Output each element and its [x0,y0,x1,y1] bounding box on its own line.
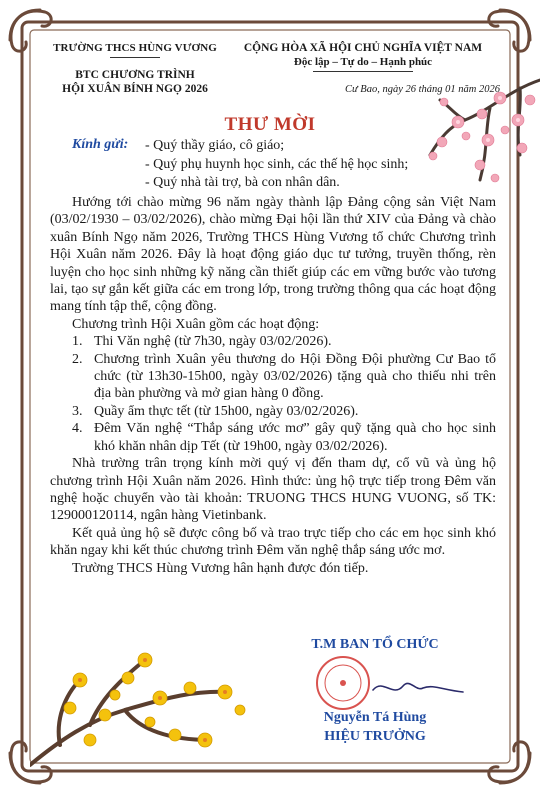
committee-line-1: BTC CHƯƠNG TRÌNH [75,69,195,81]
activity-number: 1. [72,334,83,350]
letter-body [50,194,496,577]
activity-list [50,333,496,455]
divider [313,71,413,72]
divider [110,57,160,58]
committee-line-2: HỘI XUÂN BÍNH NGỌ 2026 [62,83,208,95]
dateline: Cư Bao, ngày 26 tháng 01 năm 2026 [344,84,500,95]
national-motto: Độc lập – Tự do – Hạnh phúc [293,56,433,68]
document-title: THƯ MỜI [224,114,316,135]
recipient-item: - Quý thầy giáo, cô giáo; [145,138,285,153]
signer-name: Nguyễn Tá Hùng [323,710,427,725]
activity-item [50,403,496,420]
body-paragraph: Kết quả ủng hộ sẽ được công bố và trao trực tiếp cho các em học sinh khó khăn ngay khi kết thúc chương trình Đêm văn nghệ thắp sáng ước mơ. [50,525,496,559]
activity-number: 2. [72,351,83,367]
activity-item [50,333,496,350]
committee-name [50,68,220,96]
activity-number: 4. [72,421,83,437]
national-title: CỘNG HÒA XÃ HỘI CHỦ NGHĨA VIỆT NAM [243,42,483,54]
body-paragraph: Hướng tới chào mừng 96 năm ngày thành lập Đảng cộng sản Việt Nam (03/02/1930 – 03/02/2026), chào mừng Đại hội lần thứ XIV của Đảng và chào xuân Bính Ngọ năm 2026, Trường THCS Hùng Vương tổ chức Chương trình Hội Xuân năm 2026. Đây là hoạt động giáo dục tư tưởng, truyền thống, rèn luyện cho học sinh những kỹ năng cần thiết giúp các em vững bước vào tương lai, tạo sự gắn kết giữa các em trong lớp, trong trường thông qua các hoạt động mang tính tập thể, cộng đồng. [50,195,496,315]
activity-text: Đêm Văn nghệ “Thắp sáng ước mơ” gây quỹ tặng quà cho học sinh khó khăn nhân dịp Tết (từ 19h00, ngày 03/02/2026). [94,421,496,454]
activity-number: 3. [72,403,83,419]
recipient-item: - Quý nhà tài trợ, bà con nhân dân. [145,175,340,190]
body-paragraph: Nhà trường trân trọng kính mời quý vị đến tham dự, cổ vũ và ủng hộ chương trình Hội Xuân năm 2026. Hình thức: ủng hộ trực tiếp trong Đêm văn nghệ hoặc chuyển vào tài khoản: TRUONG THCS HUNG VUONG, số TK: 129000120114, ngân hàng Vietinbank. [50,456,496,524]
activity-item [50,420,496,455]
closing-organization: T.M BAN TỔ CHỨC [311,637,439,652]
activity-text: Quầy ẩm thực tết (từ 15h00, ngày 03/02/2026). [94,403,359,419]
activity-item [50,351,496,403]
body-paragraph: Trường THCS Hùng Vương hân hạnh được đón tiếp. [72,560,369,576]
body-paragraph: Chương trình Hội Xuân gồm các hoạt động: [72,316,320,332]
signature [368,668,468,708]
school-name: TRƯỜNG THCS HÙNG VƯƠNG [53,42,217,54]
activity-text: Chương trình Xuân yêu thương do Hội Đồng Đội phường Cư Bao tổ chức (từ 13h30-15h00, ngày 03/02/2026) tặng quà cho thiếu nhi trên địa bàn phường và mở gian hàng 0 đồng. [94,351,496,402]
activity-text: Thi Văn nghệ (từ 7h30, ngày 03/02/2026). [94,334,332,350]
recipient-item: - Quý phụ huynh học sinh, các thế hệ học sinh; [145,156,409,172]
signer-title: HIỆU TRƯỞNG [324,729,426,744]
signer-block [290,708,460,746]
salutation-label: Kính gửi: [72,137,129,152]
official-seal [315,655,371,711]
recipient-list [145,137,495,193]
